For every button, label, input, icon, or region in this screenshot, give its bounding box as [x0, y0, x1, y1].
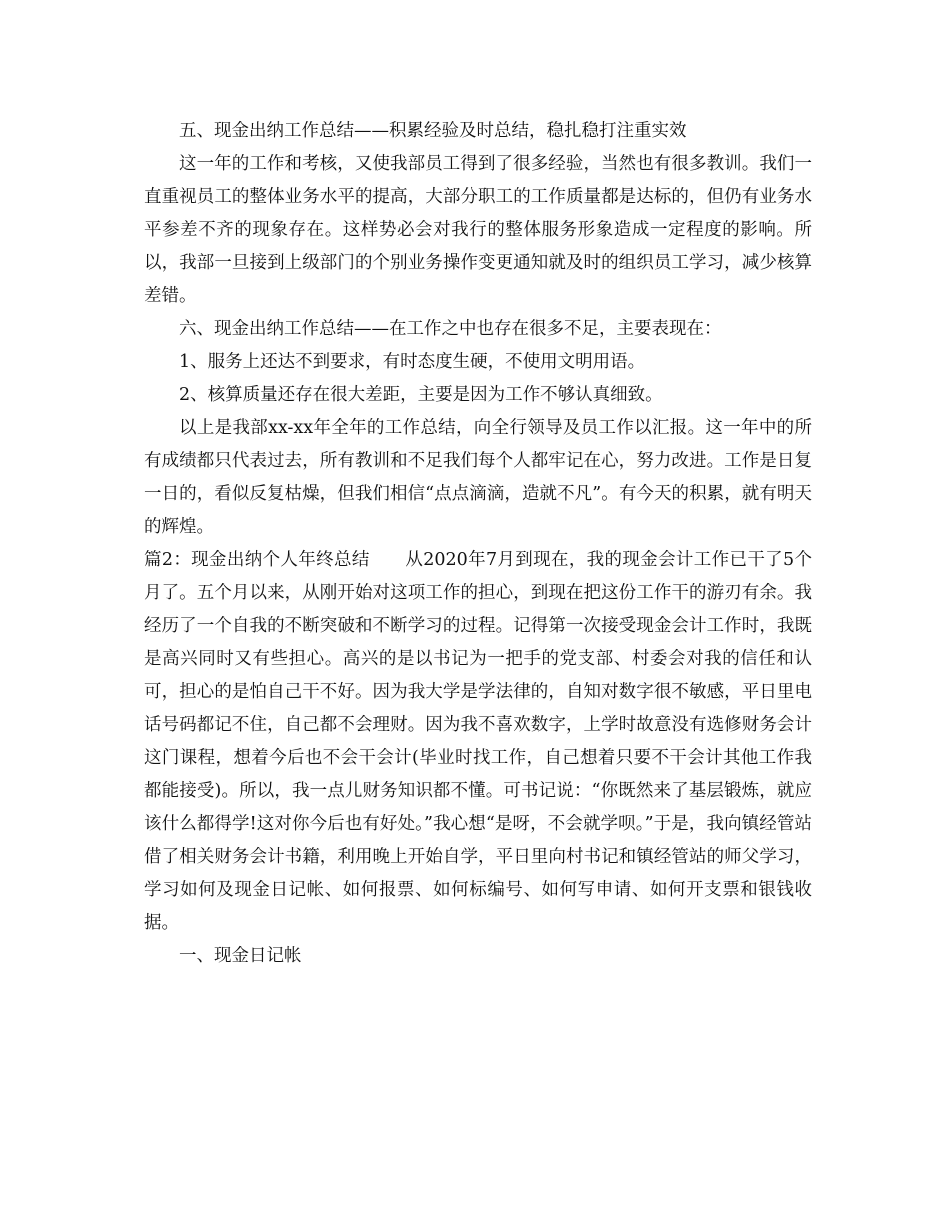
list-item-accounting-quality: 2、核算质量还存在很大差距，主要是因为工作不够认真细致。 [179, 385, 663, 405]
list-item-service: 1、服务上还达不到要求，有时态度生硬，不使用文明用语。 [179, 352, 646, 372]
document-body [144, 115, 812, 973]
section-six-heading: 六、现金出纳工作总结——在工作之中也存在很多不足，主要表现在： [179, 319, 722, 339]
article-two-paragraph: 篇2：现金出纳个人年终总结 从2020年7月到现在，我的现金会计工作已干了5个月了。五个月以来，从刚开始对这项工作的担心，到现在把这份工作干的游刃有余。我经历了一个自我的不断突破和不断学习的过程。记得第一次接受现金会计工作时，我既是高兴同时又有些担心。高兴的是以书记为一把手的党支部、村委会对我的信任和认可，担心的是怕自己干不好。因为我大学是学法律的，自知对数字很不敏感，平日里电话号码都记不住，自己都不会理财。因为我不喜欢数字，上学时故意没有选修财务会计这门课程，想着今后也不会干会计(毕业时找工作，自己想着只要不干会计其他工作我都能接受)。所以，我一点儿财务知识都不懂。可书记说：“你既然来了基层锻炼，就应该什么都得学!这对你今后也有好处。”我心想“是呀，不会就学呗。”于是，我向镇经管站借了相关财务会计书籍，利用晚上开始自学，平日里向村书记和镇经管站的师父学习，学习如何及现金日记帐、如何报票、如何标编号、如何写申请、如何开支票和银钱收据。 [144, 550, 812, 933]
paragraph-summary: 以上是我部xx-xx年全年的工作总结，向全行领导及员工作以汇报。这一年中的所有成绩都只代表过去，所有教训和不足我们每个人都牢记在心，努力改进。工作是日复一日的，看似反复枯燥，但我们相信“点点滴滴，造就不凡”。有今天的积累，就有明天的辉煌。 [144, 418, 812, 537]
section-cash-journal-heading: 一、现金日记帐 [179, 946, 302, 966]
section-five-heading: 五、现金出纳工作总结——积累经验及时总结，稳扎稳打注重实效 [179, 121, 687, 141]
paragraph-experience: 这一年的工作和考核，又使我部员工得到了很多经验，当然也有很多教训。我们一直重视员工的整体业务水平的提高，大部分职工的工作质量都是达标的，但仍有业务水平参差不齐的现象存在。这样势必会对我行的整体服务形象造成一定程度的影响。所以，我部一旦接到上级部门的个别业务操作变更通知就及时的组织员工学习，减少核算差错。 [144, 154, 812, 306]
